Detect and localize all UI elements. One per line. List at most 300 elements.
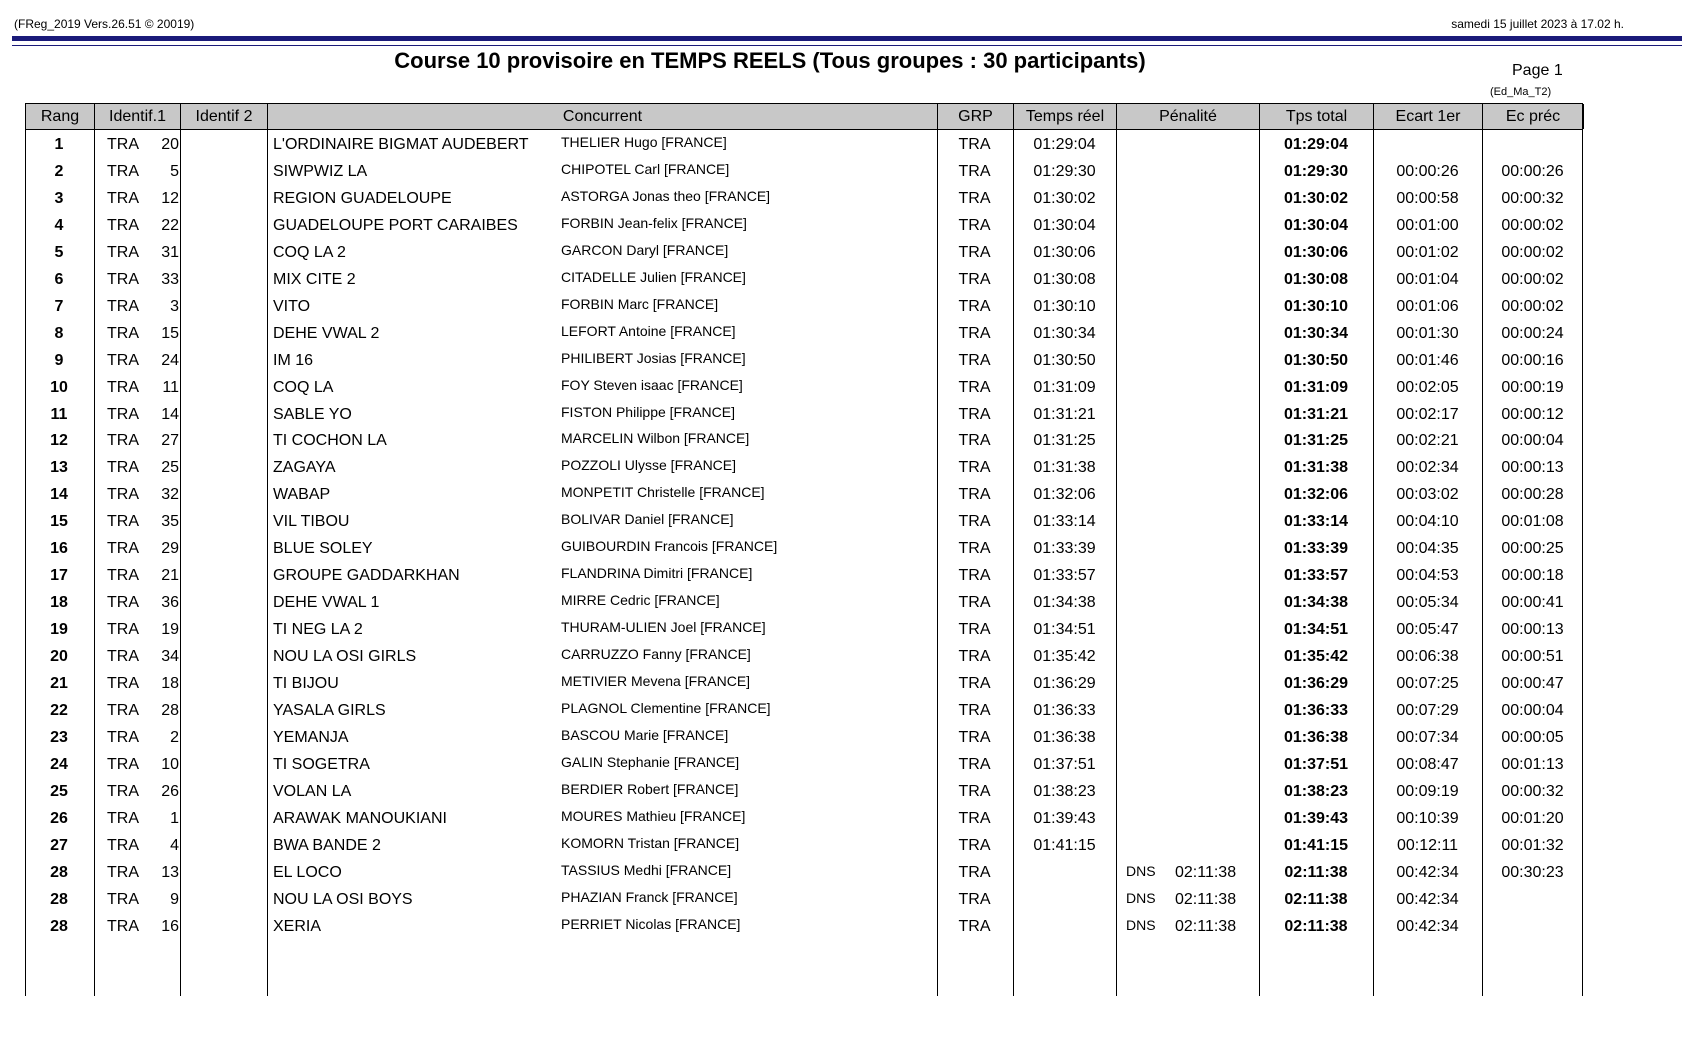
cell-team: VIL TIBOU [273,513,350,531]
cell-competitor: GALIN Stephanie [FRANCE] [561,753,740,770]
cell-team: DEHE VWAL 1 [273,594,380,612]
cell-team: COQ LA [273,378,334,396]
table-row [25,453,1583,482]
cell-ecart-1er: 00:42:34 [1396,863,1459,881]
cell-grp: TRA [958,513,991,531]
cell-identif1-number: 11 [162,378,179,396]
cell-rang: 26 [50,809,68,827]
cell-tps-total: 01:36:33 [1283,701,1349,719]
cell-tps-total: 01:31:21 [1283,405,1349,423]
cell-grp: TRA [958,863,991,881]
cell-tps-total: 01:30:34 [1283,324,1349,342]
cell-identif1-prefix: TRA [107,405,139,423]
cell-identif1-prefix: TRA [107,486,139,504]
cell-identif1-number: 4 [170,836,179,854]
cell-tps-total: 01:30:08 [1283,270,1349,288]
cell-grp: TRA [958,216,991,234]
cell-ec-prec: 00:00:18 [1501,567,1564,585]
cell-identif1-number: 31 [161,243,179,261]
cell-temps-reel: 01:39:43 [1033,809,1096,827]
cell-identif1-prefix: TRA [107,755,139,773]
cell-tps-total: 01:36:38 [1283,728,1349,746]
cell-identif1-number: 34 [161,648,179,666]
cell-team: VITO [273,297,311,315]
table-row [25,292,1583,321]
table-row [25,426,1583,455]
col-header-identif1: Identif.1 [95,104,181,129]
cell-identif1-number: 2 [170,728,179,746]
cell-competitor: CARRUZZO Fanny [FRANCE] [561,646,751,663]
cell-competitor: FORBIN Jean-felix [FRANCE] [561,214,747,231]
table-row [25,480,1583,509]
cell-team: ARAWAK MANOUKIANI [273,809,447,827]
cell-identif1-prefix: TRA [107,782,139,800]
cell-tps-total: 01:41:15 [1283,836,1349,854]
cell-rang: 10 [50,378,68,396]
cell-grp: TRA [958,486,991,504]
cell-team: VOLAN LA [273,782,352,800]
cell-ecart-1er: 00:04:35 [1396,540,1459,558]
cell-temps-reel: 01:36:33 [1033,701,1096,719]
table-row [25,723,1583,752]
cell-grp: TRA [958,675,991,692]
cell-temps-reel: 01:30:08 [1033,270,1096,288]
col-header-ecart-1er: Ecart 1er [1374,104,1483,129]
table-row [25,615,1583,644]
cell-team: NOU LA OSI BOYS [273,890,413,908]
table-row [25,346,1583,375]
cell-temps-reel: 01:30:10 [1033,297,1096,315]
cell-penalty-time: 02:11:38 [1175,863,1237,881]
cell-competitor: MIRRE Cedric [FRANCE] [561,592,720,609]
cell-rang: 28 [50,890,68,908]
results-table [25,103,1583,996]
cell-identif1-prefix: TRA [107,162,139,180]
cell-ecart-1er: 00:02:21 [1396,432,1459,450]
col-header-rang: Rang [26,104,95,129]
cell-tps-total: 01:36:29 [1283,675,1349,692]
cell-rang: 24 [50,755,68,773]
cell-identif1-number: 14 [161,405,179,423]
cell-team: TI COCHON LA [273,432,387,450]
edition-code: (Ed_Ma_T2) [1490,86,1552,98]
cell-identif1-prefix: TRA [107,917,139,935]
cell-rang: 3 [54,189,64,207]
cell-ecart-1er: 00:01:30 [1396,324,1459,342]
cell-grp: TRA [958,890,991,908]
cell-grp: TRA [958,243,991,261]
cell-grp: TRA [958,378,991,396]
cell-competitor: FORBIN Marc [FRANCE] [561,295,719,312]
cell-ecart-1er: 00:07:34 [1396,728,1459,746]
cell-team: COQ LA 2 [273,243,346,261]
cell-penalty-code: DNS [1126,889,1156,906]
cell-team: L'ORDINAIRE BIGMAT AUDEBERT [273,136,529,153]
cell-rang: 8 [54,324,64,342]
cell-temps-reel [1013,885,1116,914]
cell-grp: TRA [958,917,991,935]
cell-competitor: FOY Steven isaac [FRANCE] [561,376,743,393]
table-row [25,858,1583,887]
cell-ec-prec: 00:01:32 [1501,836,1564,854]
cell-ecart-1er: 00:03:02 [1396,486,1459,504]
table-row [25,912,1583,941]
cell-identif1-number: 20 [161,136,179,153]
cell-rang: 13 [50,459,68,477]
cell-grp: TRA [958,136,991,153]
cell-competitor: ASTORGA Jonas theo [FRANCE] [561,187,771,204]
cell-tps-total: 02:11:38 [1284,863,1348,881]
cell-ec-prec: 00:00:41 [1501,594,1564,612]
cell-grp: TRA [958,728,991,746]
cell-rang: 28 [50,917,68,935]
table-row [25,238,1583,267]
cell-penalty-code: DNS [1126,862,1156,879]
cell-ecart-1er: 00:01:00 [1396,216,1459,234]
cell-ec-prec: 00:00:25 [1501,540,1564,558]
cell-ec-prec: 00:01:08 [1501,513,1564,531]
cell-identif1-prefix: TRA [107,540,139,558]
cell-grp: TRA [958,162,991,180]
cell-identif1-number: 33 [161,270,179,288]
cell-identif1-number: 29 [161,540,179,558]
cell-ecart-1er: 00:02:05 [1396,378,1459,396]
table-body [25,130,1583,996]
cell-ecart-1er: 00:02:17 [1396,405,1459,423]
cell-rang: 18 [50,594,68,612]
cell-temps-reel: 01:30:02 [1033,189,1096,207]
cell-tps-total: 01:33:14 [1283,513,1349,531]
cell-ec-prec: 00:00:05 [1501,728,1564,746]
cell-ec-prec [1482,912,1583,941]
cell-identif1-number: 3 [170,297,179,315]
cell-team: TI NEG LA 2 [273,621,363,639]
cell-temps-reel: 01:36:29 [1033,675,1096,692]
cell-identif1-prefix: TRA [107,216,139,234]
cell-identif1-prefix: TRA [107,270,139,288]
header-rule-thick [12,36,1682,41]
cell-temps-reel: 01:30:04 [1033,216,1096,234]
cell-team: BLUE SOLEY [273,540,373,558]
cell-tps-total: 01:29:04 [1283,136,1349,153]
cell-identif1-prefix: TRA [107,594,139,612]
cell-ec-prec: 00:00:47 [1501,675,1564,692]
cell-rang: 16 [50,540,68,558]
cell-identif1-prefix: TRA [107,378,139,396]
cell-ec-prec: 00:00:02 [1501,297,1564,315]
cell-grp: TRA [958,270,991,288]
cell-competitor: FLANDRINA Dimitri [FRANCE] [561,565,753,582]
cell-competitor: POZZOLI Ulysse [FRANCE] [561,457,737,474]
cell-competitor: MOURES Mathieu [FRANCE] [561,807,746,824]
cell-rang: 25 [50,782,68,800]
cell-team: WABAP [273,486,331,504]
cell-ecart-1er: 00:01:46 [1396,351,1459,369]
cell-ecart-1er: 00:07:25 [1396,675,1459,692]
cell-competitor: KOMORN Tristan [FRANCE] [561,834,740,851]
cell-grp: TRA [958,351,991,369]
cell-temps-reel: 01:30:34 [1033,324,1096,342]
table-row [25,669,1583,698]
col-header-penalite: Pénalité [1117,104,1260,129]
cell-temps-reel: 01:33:39 [1033,540,1096,558]
table-row [25,373,1583,402]
cell-tps-total: 01:38:23 [1283,782,1349,800]
cell-ecart-1er: 00:04:53 [1396,567,1459,585]
cell-tps-total: 01:31:25 [1283,432,1349,450]
cell-grp: TRA [958,621,991,639]
cell-temps-reel: 01:41:15 [1033,836,1096,854]
cell-ecart-1er: 00:42:34 [1396,917,1459,935]
cell-tps-total: 01:31:38 [1283,459,1349,477]
cell-rang: 20 [50,648,68,666]
col-header-temps-reel: Temps réel [1014,104,1117,129]
cell-penalty-code: DNS [1126,916,1156,933]
cell-temps-reel: 01:32:06 [1033,486,1096,504]
cell-tps-total: 02:11:38 [1284,917,1348,935]
cell-temps-reel [1013,858,1116,887]
cell-grp: TRA [958,836,991,854]
cell-ecart-1er: 00:05:34 [1396,594,1459,612]
table-row [25,534,1583,563]
cell-temps-reel: 01:31:09 [1033,378,1096,396]
cell-ec-prec: 00:00:04 [1501,701,1564,719]
cell-grp: TRA [958,459,991,477]
cell-tps-total: 01:33:39 [1283,540,1349,558]
cell-identif1-number: 5 [170,162,179,180]
cell-ec-prec: 00:00:26 [1501,162,1564,180]
print-datetime: samedi 15 juillet 2023 à 17.02 h. [1451,17,1624,31]
cell-identif1-prefix: TRA [107,243,139,261]
cell-identif1-prefix: TRA [107,728,139,746]
cell-identif1-number: 21 [161,567,179,585]
cell-identif1-number: 36 [161,594,179,612]
cell-ec-prec: 00:00:12 [1501,405,1564,423]
cell-rang: 28 [50,863,68,881]
table-row [25,265,1583,294]
cell-identif1-prefix: TRA [107,567,139,585]
cell-competitor: FISTON Philippe [FRANCE] [561,403,736,420]
cell-team: TI BIJOU [273,675,339,692]
cell-rang: 22 [50,701,68,719]
cell-ecart-1er: 00:00:26 [1396,162,1459,180]
cell-rang: 21 [50,675,68,692]
cell-identif1-prefix: TRA [107,863,139,881]
cell-temps-reel: 01:37:51 [1033,755,1096,773]
cell-temps-reel: 01:30:06 [1033,243,1096,261]
cell-identif1-number: 26 [161,782,179,800]
table-row [25,319,1583,348]
cell-competitor: PHAZIAN Franck [FRANCE] [561,888,738,905]
cell-team: GUADELOUPE PORT CARAIBES [273,216,518,234]
cell-identif1-number: 32 [161,486,179,504]
cell-rang: 7 [54,297,64,315]
cell-identif1-prefix: TRA [107,621,139,639]
cell-identif1-prefix: TRA [107,351,139,369]
col-header-grp: GRP [938,104,1014,129]
cell-rang: 9 [54,351,64,369]
cell-ec-prec: 00:00:24 [1501,324,1564,342]
cell-tps-total: 02:11:38 [1284,890,1348,908]
cell-competitor: THURAM-ULIEN Joel [FRANCE] [561,619,766,636]
cell-competitor: GUIBOURDIN Francois [FRANCE] [561,538,778,555]
table-row [25,561,1583,590]
cell-identif1-number: 9 [170,890,179,908]
cell-grp: TRA [958,594,991,612]
table-row [25,831,1583,860]
cell-competitor: METIVIER Mevena [FRANCE] [561,673,751,689]
cell-ec-prec: 00:00:02 [1501,243,1564,261]
cell-grp: TRA [958,432,991,450]
cell-identif1-prefix: TRA [107,432,139,450]
cell-competitor: CITADELLE Julien [FRANCE] [561,268,746,285]
cell-ecart-1er: 00:02:34 [1396,459,1459,477]
cell-team: YEMANJA [273,728,349,746]
cell-tps-total: 01:34:38 [1283,594,1349,612]
cell-identif1-number: 10 [161,755,179,773]
cell-competitor: BASCOU Marie [FRANCE] [561,726,729,743]
cell-identif1-prefix: TRA [107,189,139,207]
cell-team: IM 16 [273,351,314,369]
cell-team: MIX CITE 2 [273,270,356,288]
header-rule-thin [12,45,1682,46]
cell-identif1-prefix: TRA [107,513,139,531]
cell-competitor: LEFORT Antoine [FRANCE] [561,322,736,339]
cell-grp: TRA [958,297,991,315]
software-version: (FReg_2019 Vers.26.51 © 20019) [14,17,195,31]
cell-competitor: BOLIVAR Daniel [FRANCE] [561,511,734,528]
cell-identif1-prefix: TRA [107,136,139,153]
cell-identif1-number: 22 [161,216,179,234]
cell-team: EL LOCO [273,863,342,881]
cell-tps-total: 01:30:02 [1283,189,1349,207]
cell-team: REGION GUADELOUPE [273,189,452,207]
cell-ec-prec: 00:00:02 [1501,270,1564,288]
cell-temps-reel: 01:29:04 [1033,136,1096,153]
cell-ec-prec: 00:00:02 [1501,216,1564,234]
cell-rang: 17 [50,567,68,585]
cell-grp: TRA [958,189,991,207]
cell-competitor: PERRIET Nicolas [FRANCE] [561,915,741,932]
cell-ecart-1er [1373,130,1482,159]
table-row [25,130,1583,159]
cell-identif1-number: 27 [161,432,179,450]
cell-temps-reel: 01:30:50 [1033,351,1096,369]
cell-grp: TRA [958,755,991,773]
cell-tps-total: 01:30:04 [1283,216,1349,234]
cell-ecart-1er: 00:00:58 [1396,189,1459,207]
cell-competitor: TASSIUS Medhi [FRANCE] [561,861,732,878]
cell-ecart-1er: 00:08:47 [1396,755,1459,773]
cell-ec-prec: 00:00:04 [1501,432,1564,450]
cell-grp: TRA [958,540,991,558]
cell-identif1-number: 13 [161,863,179,881]
cell-identif1-number: 19 [161,621,179,639]
cell-team: YASALA GIRLS [273,701,386,719]
cell-grp: TRA [958,648,991,666]
cell-grp: TRA [958,567,991,585]
cell-team: GROUPE GADDARKHAN [273,567,460,585]
cell-team: TI SOGETRA [273,755,370,773]
cell-team: XERIA [273,917,322,935]
cell-ec-prec: 00:30:23 [1501,863,1564,881]
cell-ec-prec: 00:00:13 [1501,621,1564,639]
cell-identif1-prefix: TRA [107,836,139,854]
cell-competitor: GARCON Daryl [FRANCE] [561,241,729,258]
cell-rang: 15 [50,513,68,531]
cell-ecart-1er: 00:42:34 [1396,890,1459,908]
cell-temps-reel: 01:38:23 [1033,782,1096,800]
cell-tps-total: 01:34:51 [1283,621,1349,639]
cell-identif1-number: 24 [161,351,179,369]
cell-temps-reel: 01:31:38 [1033,459,1096,477]
cell-rang: 2 [54,162,64,180]
cell-penalty-time: 02:11:38 [1175,890,1237,908]
cell-ec-prec: 00:00:51 [1501,648,1564,666]
table-row [25,157,1583,186]
table-row [25,184,1583,213]
table-row [25,750,1583,779]
cell-competitor: BERDIER Robert [FRANCE] [561,780,739,797]
cell-tps-total: 01:30:06 [1283,243,1349,261]
table-row [25,642,1583,671]
cell-tps-total: 01:29:30 [1283,162,1349,180]
cell-rang: 11 [50,405,68,423]
cell-ec-prec [1482,130,1583,159]
cell-rang: 27 [50,836,68,854]
cell-ec-prec: 00:00:19 [1501,378,1564,396]
cell-ec-prec: 00:00:32 [1501,782,1564,800]
cell-temps-reel [1013,912,1116,941]
cell-penalty-time: 02:11:38 [1175,917,1237,935]
cell-tps-total: 01:37:51 [1283,755,1349,773]
cell-rang: 14 [50,486,68,504]
page-number: Page 1 [1512,62,1563,79]
cell-ecart-1er: 00:01:04 [1396,270,1459,288]
cell-tps-total: 01:30:50 [1283,351,1349,369]
cell-rang: 23 [50,728,68,746]
cell-rang: 5 [54,243,64,261]
cell-tps-total: 01:30:10 [1283,297,1349,315]
cell-ec-prec: 00:01:20 [1501,809,1564,827]
cell-temps-reel: 01:29:30 [1033,162,1096,180]
cell-rang: 6 [54,270,64,288]
col-header-identif2: Identif 2 [181,104,268,129]
cell-temps-reel: 01:34:51 [1033,621,1096,639]
cell-grp: TRA [958,809,991,827]
cell-competitor: MONPETIT Christelle [FRANCE] [561,484,765,501]
cell-ec-prec [1482,885,1583,914]
cell-ecart-1er: 00:06:38 [1396,648,1459,666]
cell-temps-reel: 01:34:38 [1033,594,1096,612]
cell-ec-prec: 00:01:13 [1501,755,1564,773]
cell-identif1-number: 18 [161,675,179,692]
cell-team: BWA BANDE 2 [273,836,381,854]
cell-team: SABLE YO [273,405,352,423]
cell-team: DEHE VWAL 2 [273,324,380,342]
cell-temps-reel: 01:31:25 [1033,432,1096,450]
cell-ecart-1er: 00:04:10 [1396,513,1459,531]
cell-tps-total: 01:35:42 [1283,648,1349,666]
page-title: Course 10 provisoire en TEMPS REELS (Tous groupes : 30 participants) [394,48,1146,73]
cell-grp: TRA [958,701,991,719]
table-row [25,885,1583,914]
cell-identif1-prefix: TRA [107,809,139,827]
table-row [25,804,1583,833]
cell-identif1-number: 15 [161,324,179,342]
cell-identif1-prefix: TRA [107,648,139,666]
cell-identif1-prefix: TRA [107,459,139,477]
